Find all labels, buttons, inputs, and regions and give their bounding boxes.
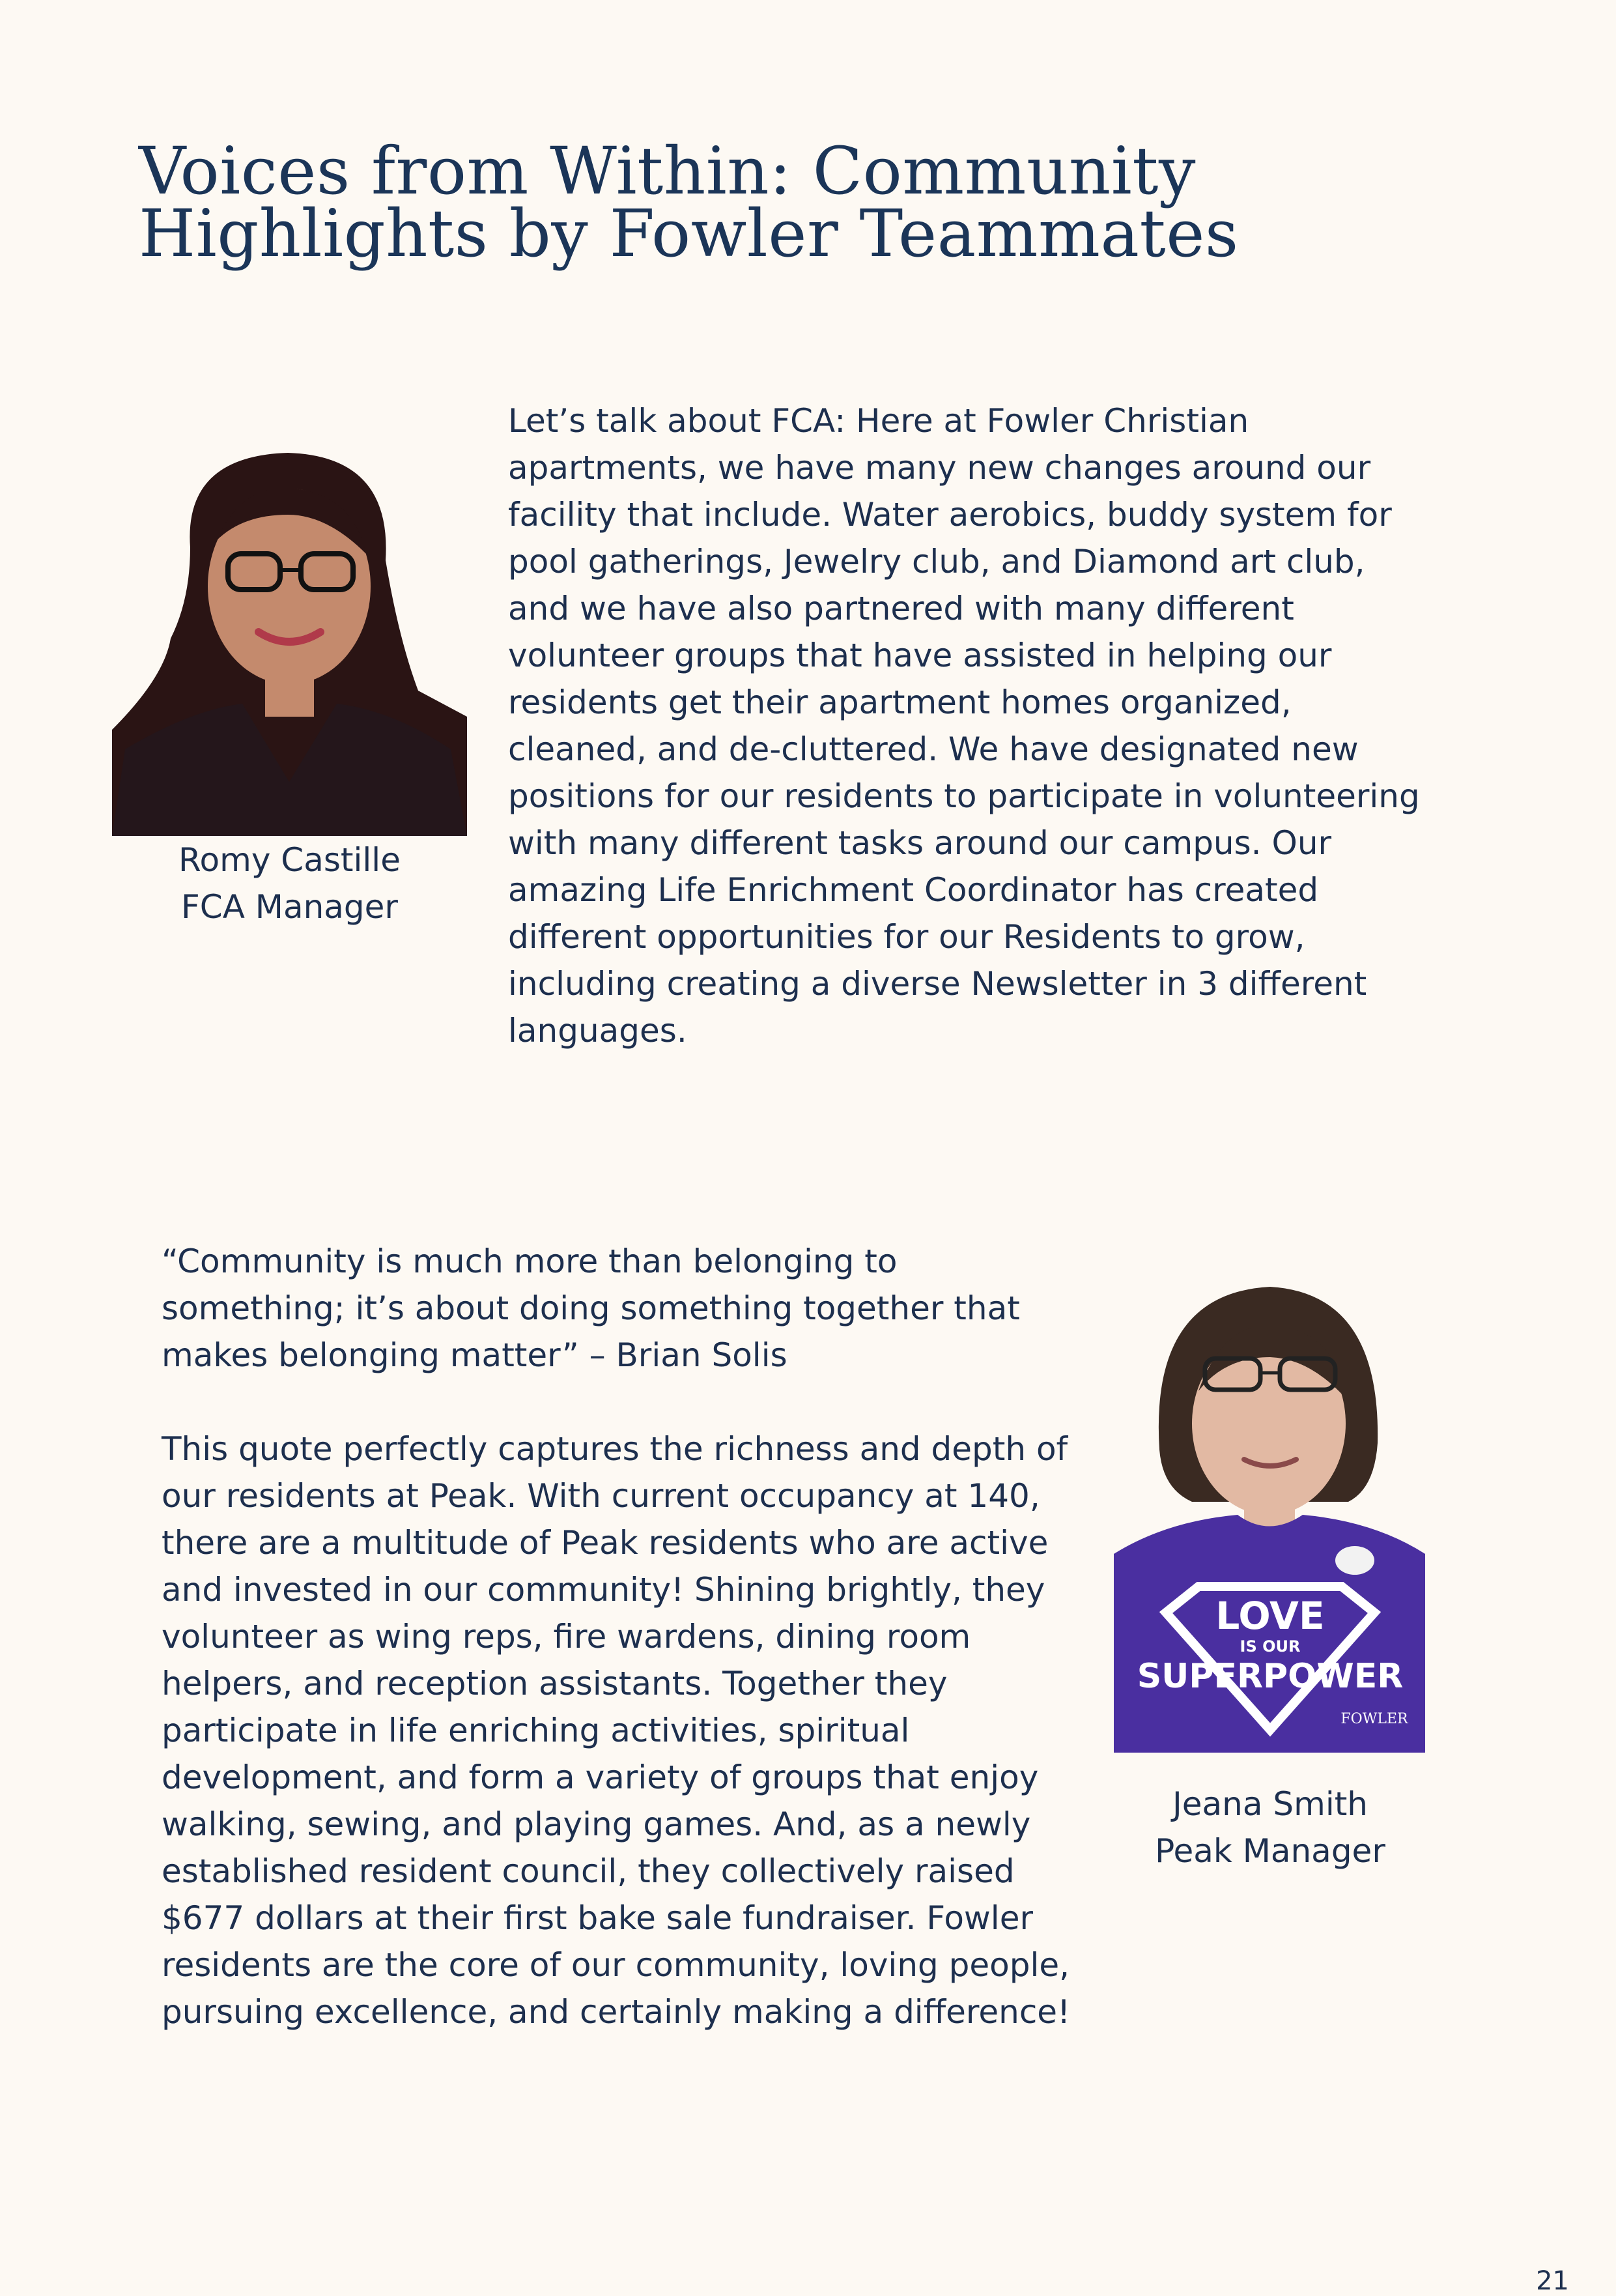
paragraph-gap [162, 1379, 1070, 1426]
fca-line: volunteer groups that have assisted in helping our [508, 637, 1332, 674]
peak-line: participate in life enriching activities, spiritual [162, 1712, 910, 1749]
page-title-line-1: Voices from Within: Community [139, 133, 1196, 209]
fca-line: facility that include. Water aerobics, buddy system for [508, 496, 1392, 534]
peak-line: and invested in our community! Shining brightly, they [162, 1571, 1045, 1609]
fca-line: including creating a diverse Newsletter in 3 different [508, 965, 1367, 1003]
peak-line: volunteer as wing reps, fire wardens, dining room [162, 1618, 971, 1656]
fca-line: amazing Life Enrichment Coordinator has created [508, 871, 1319, 909]
jeana-name: Jeana Smith [1172, 1785, 1368, 1823]
peak-line: residents are the core of our community, loving people, [162, 1946, 1070, 1984]
quote-line: makes belonging matter” – Brian Solis [162, 1336, 787, 1374]
peak-line: This quote perfectly captures the richness and depth of [162, 1430, 1068, 1468]
romy-name: Romy Castille [178, 841, 401, 879]
peak-line: established resident council, they collectively raised [162, 1852, 1015, 1890]
shirt-fowler-text: FOWLER [1340, 1711, 1408, 1727]
romy-role: FCA Manager [181, 888, 398, 926]
jeana-caption [1088, 1781, 1453, 1874]
romy-castille-photo [112, 443, 467, 836]
page-title-line-2: Highlights by Fowler Teammates [139, 195, 1239, 272]
page-title [139, 133, 1376, 272]
portrait-photo-icon [1114, 1280, 1425, 1753]
romy-caption [112, 837, 467, 930]
page-number: 21 [1536, 2266, 1569, 2296]
fca-line: Let’s talk about FCA: Here at Fowler Christian [508, 402, 1249, 440]
peak-paragraph [162, 1238, 1070, 2035]
portrait-photo-icon [112, 443, 467, 836]
shirt-is-our-text: IS OUR [1240, 1637, 1301, 1656]
quote-line: something; it’s about doing something together that [162, 1289, 1020, 1327]
peak-line: our residents at Peak. With current occupancy at 140, [162, 1477, 1040, 1515]
fca-line: and we have also partnered with many different [508, 590, 1294, 627]
fca-line: cleaned, and de-cluttered. We have designated new [508, 730, 1359, 768]
fca-line: different opportunities for our Residents to grow, [508, 918, 1305, 956]
fca-line: pool gatherings, Jewelry club, and Diamond art club, [508, 543, 1365, 581]
shirt-love-text: LOVE [1215, 1594, 1325, 1638]
quote-line: “Community is much more than belonging to [162, 1242, 898, 1280]
fca-line: positions for our residents to participate in volunteering [508, 777, 1420, 815]
jeana-smith-photo [1114, 1280, 1425, 1753]
peak-line: helpers, and reception assistants. Together they [162, 1665, 948, 1702]
peak-line: pursuing excellence, and certainly making a difference! [162, 1993, 1071, 2031]
fca-line: residents get their apartment homes organized, [508, 683, 1292, 721]
fca-paragraph [508, 397, 1420, 1054]
peak-line: $677 dollars at their first bake sale fundraiser. Fowler [162, 1899, 1034, 1937]
shirt-superpower-text: SUPERPOWER [1137, 1657, 1404, 1696]
peak-line: walking, sewing, and playing games. And, as a newly [162, 1805, 1031, 1843]
peak-line: there are a multitude of Peak residents who are active [162, 1524, 1049, 1562]
peak-line: development, and form a variety of groups that enjoy [162, 1758, 1039, 1796]
jeana-role: Peak Manager [1155, 1832, 1385, 1870]
fca-line: apartments, we have many new changes around our [508, 449, 1371, 487]
fca-line: with many different tasks around our campus. Our [508, 824, 1332, 862]
fca-line: languages. [508, 1012, 687, 1050]
